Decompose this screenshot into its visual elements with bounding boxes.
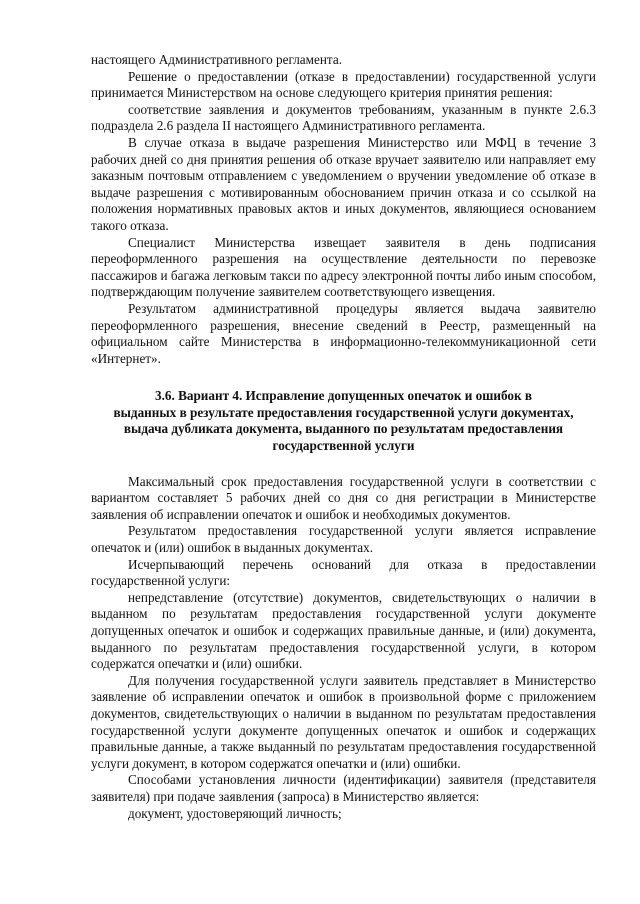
paragraph: непредставление (отсутствие) документов, свидетельствующих о наличии в выданном по результатам предоставления государственной услуги документе допущенных опечаток и ошибок и содержащих правильные данные, и (или) документа, выданного по результатам предоставления государственной услуги, в котором содержатся опечатки и (или) ошибки. (91, 589, 596, 672)
paragraph: Решение о предоставлении (отказе в предоставлении) государственной услуги принимается Министерством на основе следующего критерия принятия решения: (91, 68, 596, 101)
paragraph: Максимальный срок предоставления государственной услуги в соответствии с вариантом составляет 5 рабочих дней со дня со дня регистрации в Министерстве заявления об исправлении опечаток и ошибок и необходимых документов. (91, 473, 596, 522)
paragraph: Для получения государственной услуги заявитель представляет в Министерство заявление об исправлении опечаток и ошибок в произвольной форме с приложением документов, свидетельствующих о наличии в выданном по результатам предоставления государственной услуги документе допущенных опечаток и ошибок и содержащих правильные данные, а также выданный по результатам предоставления государственной услуги документ, в котором содержатся опечатки и (или) ошибки. (91, 672, 596, 771)
section-text-bottom (91, 474, 596, 822)
paragraph: Специалист Министерства извещает заявителя в день подписания переоформленного разрешения на осуществление деятельности по перевозке пассажиров и багажа легковым такси по адресу электронной почты либо иным способом, подтверждающим получение заявителем соответствующего извещения. (91, 234, 596, 300)
section-text-top (91, 52, 596, 367)
heading-line-4: государственной услуги (272, 438, 415, 454)
heading-line-2: выданных в результате предоставления государственной услуги документах, (113, 404, 574, 420)
paragraph: Результатом предоставления государственной услуги является исправление опечаток и (или) ошибок в выданных документах. (91, 523, 596, 556)
paragraph: Результатом административной процедуры является выдача заявителю переоформленного разрешения, внесение сведений в Реестр, размещенный на официальном сайте Министерства в информационно-телекоммуникационной сети «Интернет». (91, 300, 596, 366)
paragraph: Способами установления личности (идентификации) заявителя (представителя заявителя) при подаче заявления (запроса) в Министерство является: (91, 772, 596, 804)
paragraph: документ, удостоверяющий личность; (128, 805, 342, 821)
paragraph: соответствие заявления и документов требованиям, указанным в пункте 2.6.3 подраздела 2.6 раздела II настоящего Административного регламента. (91, 101, 596, 134)
heading-line-3: выдача дубликата документа, выданного по результатам предоставления (123, 421, 564, 437)
paragraph: Исчерпывающий перечень оснований для отказа в предоставлении государственной услуги: (91, 556, 596, 589)
heading-line-1: 3.6. Вариант 4. Исправление допущенных опечаток и ошибок в (154, 388, 532, 404)
paragraph: настоящего Административного регламента. (91, 52, 342, 67)
paragraph: В случае отказа в выдаче разрешения Министерство или МФЦ в течение 3 рабочих дней со дня принятия решения об отказе вручает заявителю или направляет ему заказным почтовым отправлением с уведомлением о вручении уведомление об отказе в выдаче разрешения с мотивированным обоснованием причин отказа и со ссылкой на положения нормативных правовых актов и иных документов, являющиеся основанием такого отказа. (91, 134, 596, 233)
section-heading (91, 367, 596, 473)
